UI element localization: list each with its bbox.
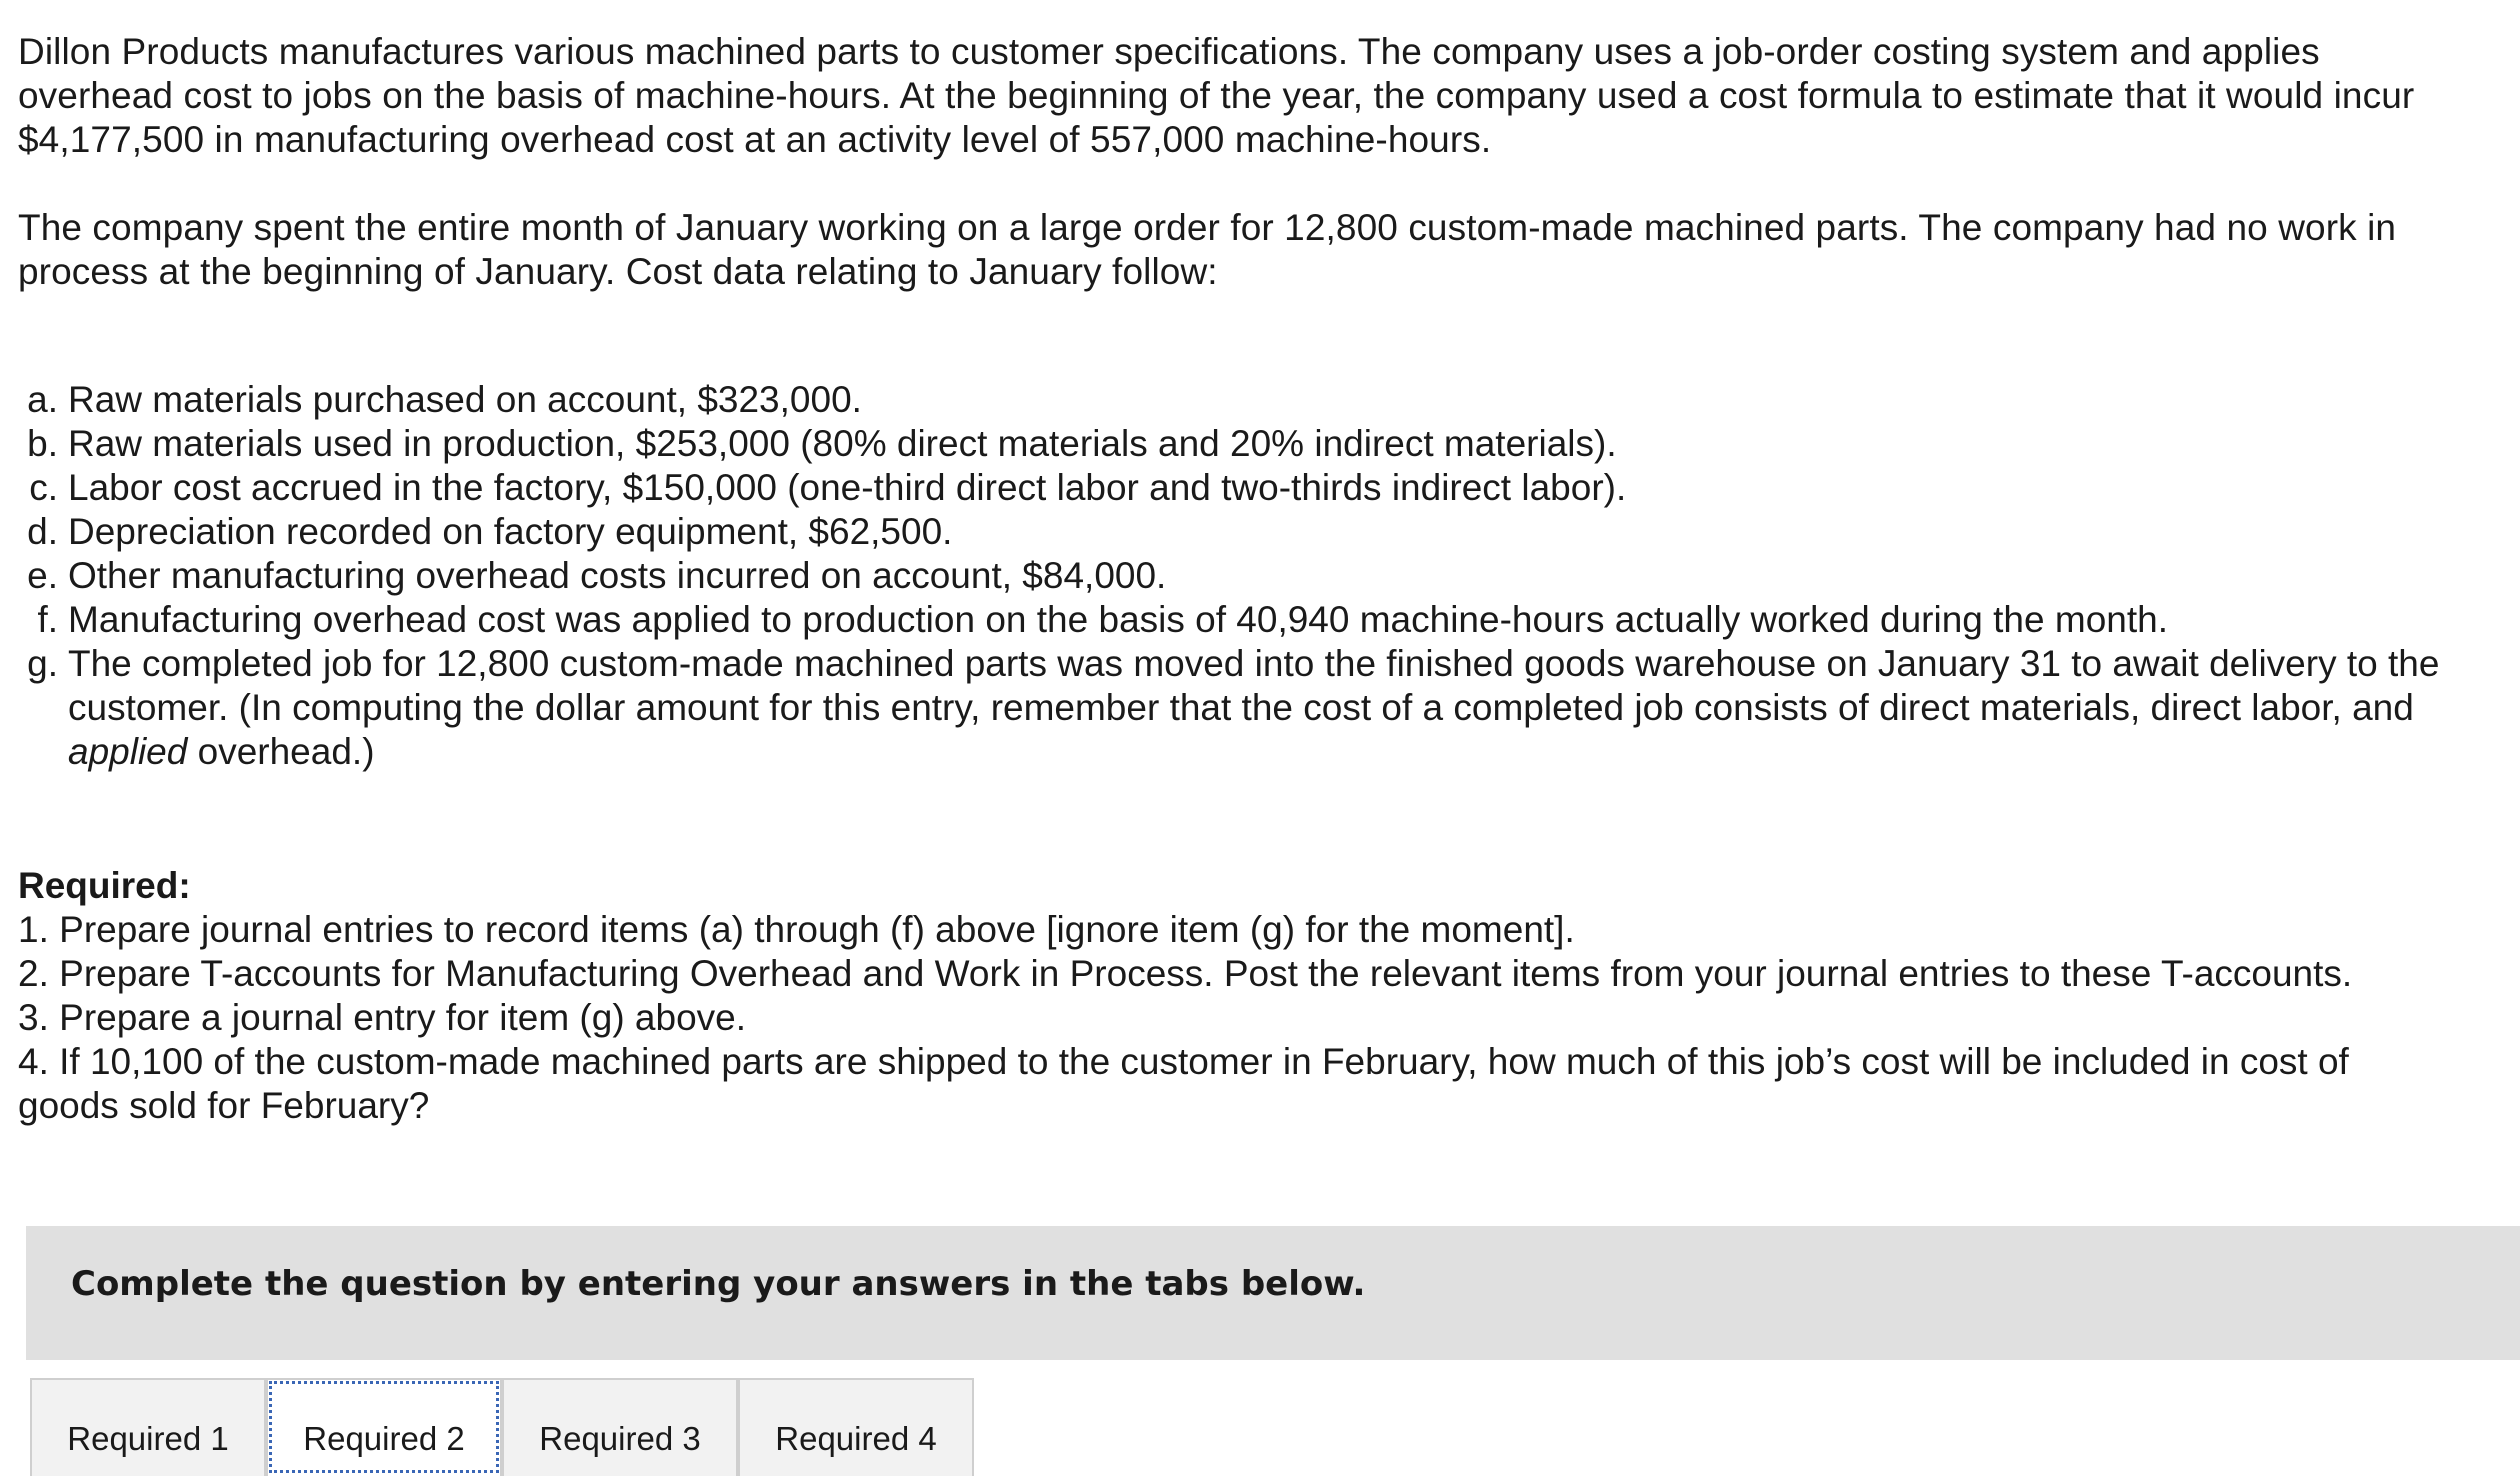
item-text bbox=[68, 642, 2466, 774]
cost-data-list bbox=[26, 378, 2466, 774]
item-letter: f. bbox=[37, 599, 58, 640]
list-item bbox=[26, 598, 2466, 642]
required-line-4: 4. If 10,100 of the custom-made machined parts are shipped to the customer in February, how much of this job’s cost will be included in cost of goods sold for February? bbox=[18, 1041, 2349, 1126]
tab-required-3[interactable]: Required 3 bbox=[502, 1378, 738, 1476]
tab-required-4[interactable]: Required 4 bbox=[738, 1378, 974, 1476]
list-item bbox=[26, 554, 2466, 598]
required-line-2: 2. Prepare T-accounts for Manufacturing Overhead and Work in Process. Post the relevant items from your journal entries to these T-accounts. bbox=[18, 953, 2353, 994]
item-text: Raw materials used in production, $253,000 (80% direct materials and 20% indirect materials). bbox=[68, 423, 1617, 464]
item-text-emphasis: applied bbox=[68, 731, 188, 772]
list-item bbox=[26, 378, 2466, 422]
item-letter: e. bbox=[27, 555, 58, 596]
intro-paragraph-1: Dillon Products manufactures various machined parts to customer specifications. The company uses a job-order costing system and applies overhead cost to jobs on the basis of machine-hours. At the beginning of the year, the company used a cost formula to estimate that it would incur $4,177,500 in manufacturing overhead cost at an activity level of 557,000 machine-hours. bbox=[18, 31, 2415, 160]
tab-bar bbox=[30, 1378, 974, 1476]
item-text: Other manufacturing overhead costs incurred on account, $84,000. bbox=[68, 555, 1167, 596]
list-item bbox=[26, 510, 2466, 554]
required-line-3: 3. Prepare a journal entry for item (g) above. bbox=[18, 997, 747, 1038]
item-letter: g. bbox=[27, 643, 58, 684]
list-item bbox=[26, 466, 2466, 510]
item-text: Raw materials purchased on account, $323,000. bbox=[68, 379, 862, 420]
item-text: Labor cost accrued in the factory, $150,000 (one-third direct labor and two-thirds indirect labor). bbox=[68, 467, 1627, 508]
problem-intro bbox=[18, 30, 2458, 294]
item-letter: c. bbox=[29, 467, 58, 508]
item-text-part: overhead.) bbox=[187, 731, 375, 772]
required-heading: Required: bbox=[18, 865, 191, 906]
instruction-text: Complete the question by entering your answers in the tabs below. bbox=[71, 1264, 1366, 1304]
item-letter: b. bbox=[27, 423, 58, 464]
item-letter: a. bbox=[27, 379, 58, 420]
list-item bbox=[26, 642, 2466, 774]
item-letter: d. bbox=[27, 511, 58, 552]
item-text: Depreciation recorded on factory equipment, $62,500. bbox=[68, 511, 953, 552]
tab-required-1[interactable]: Required 1 bbox=[30, 1378, 266, 1476]
item-text: Manufacturing overhead cost was applied to production on the basis of 40,940 machine-hours actually worked during the month. bbox=[68, 599, 2168, 640]
item-text-part: The completed job for 12,800 custom-made machined parts was moved into the finished goods warehouse on January 31 to await delivery to the customer. (In computing the dollar amount for this entry, remember that the cost of a completed job consists of direct materials, direct labor, and bbox=[68, 643, 2440, 728]
required-section bbox=[18, 864, 2458, 1128]
intro-paragraph-2: The company spent the entire month of January working on a large order for 12,800 custom-made machined parts. The company had no work in process at the beginning of January. Cost data relating to January follow: bbox=[18, 207, 2397, 292]
required-line-1: 1. Prepare journal entries to record items (a) through (f) above [ignore item (g) for the moment]. bbox=[18, 909, 1575, 950]
instruction-banner bbox=[26, 1226, 2520, 1360]
list-item bbox=[26, 422, 2466, 466]
tab-required-2[interactable]: Required 2 bbox=[266, 1378, 502, 1476]
